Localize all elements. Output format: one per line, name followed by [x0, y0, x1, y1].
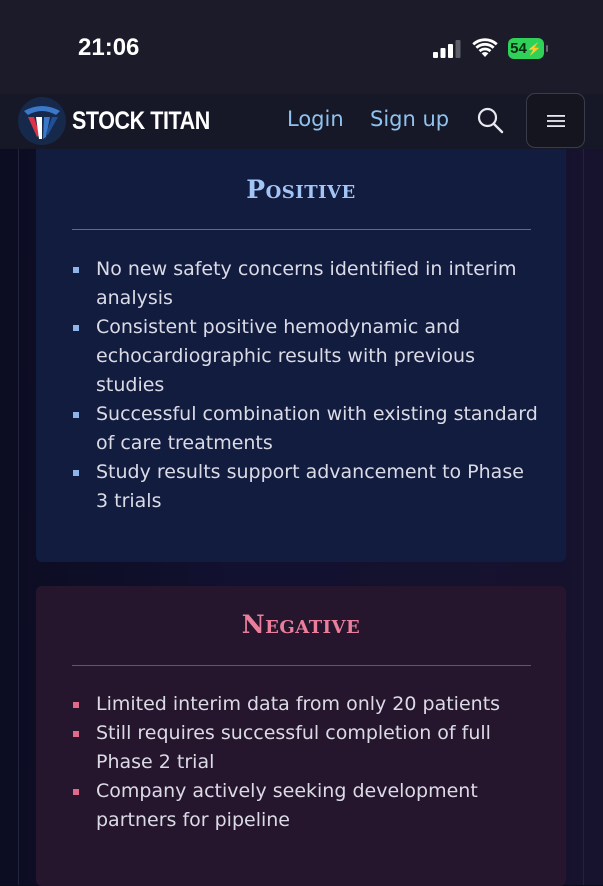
article-content — [0, 149, 603, 885]
positive-point-text: Successful combination with existing standard of care treatments — [96, 403, 538, 454]
positive-point — [72, 400, 542, 458]
negative-point — [72, 777, 542, 835]
search-icon[interactable] — [476, 106, 504, 134]
status-bar — [0, 0, 603, 94]
negative-point-text: Still requires successful completion of full Phase 2 trial — [96, 722, 491, 773]
battery-charging-icon — [508, 38, 544, 59]
negative-point — [72, 690, 542, 719]
battery-level: 54 — [510, 40, 527, 57]
logo-mark — [18, 97, 66, 145]
negative-list — [72, 690, 542, 835]
bullet-square-icon — [73, 325, 79, 331]
positive-point — [72, 458, 542, 516]
wifi-icon — [472, 38, 498, 58]
positive-point-text: No new safety concerns identified in interim analysis — [96, 258, 517, 309]
positive-point-text: Consistent positive hemodynamic and echocardiographic results with previous studies — [96, 316, 475, 396]
hamburger-menu-button[interactable] — [526, 93, 585, 148]
cellular-signal-icon — [433, 40, 461, 58]
bullet-square-icon — [73, 731, 79, 737]
positive-card — [36, 149, 566, 562]
negative-divider — [72, 665, 531, 666]
negative-card — [36, 586, 566, 886]
stock-titan-logo-icon[interactable] — [18, 97, 66, 145]
positive-divider — [72, 229, 531, 230]
positive-list — [72, 255, 542, 516]
positive-point-text: Study results support advancement to Phase 3 trials — [96, 461, 524, 512]
top-navbar — [0, 94, 603, 149]
negative-point-text: Company actively seeking development partners for pipeline — [96, 780, 478, 831]
bullet-square-icon — [73, 412, 79, 418]
bullet-square-icon — [73, 470, 79, 476]
status-time: 21:06 — [78, 34, 140, 61]
signup-link[interactable]: Sign up — [370, 107, 450, 131]
login-link[interactable]: Login — [287, 107, 344, 131]
brand-name[interactable]: STOCK TITAN — [72, 107, 210, 135]
positive-point — [72, 313, 542, 400]
negative-point — [72, 719, 542, 777]
bullet-square-icon — [73, 789, 79, 795]
bullet-square-icon — [73, 702, 79, 708]
bullet-square-icon — [73, 267, 79, 273]
positive-point — [72, 255, 542, 313]
bolt-icon: ⚡ — [526, 41, 542, 56]
hamburger-menu-icon — [546, 113, 566, 129]
negative-point-text: Limited interim data from only 20 patients — [96, 693, 501, 715]
negative-title: Negative — [241, 610, 361, 639]
positive-title: Positive — [246, 175, 356, 204]
